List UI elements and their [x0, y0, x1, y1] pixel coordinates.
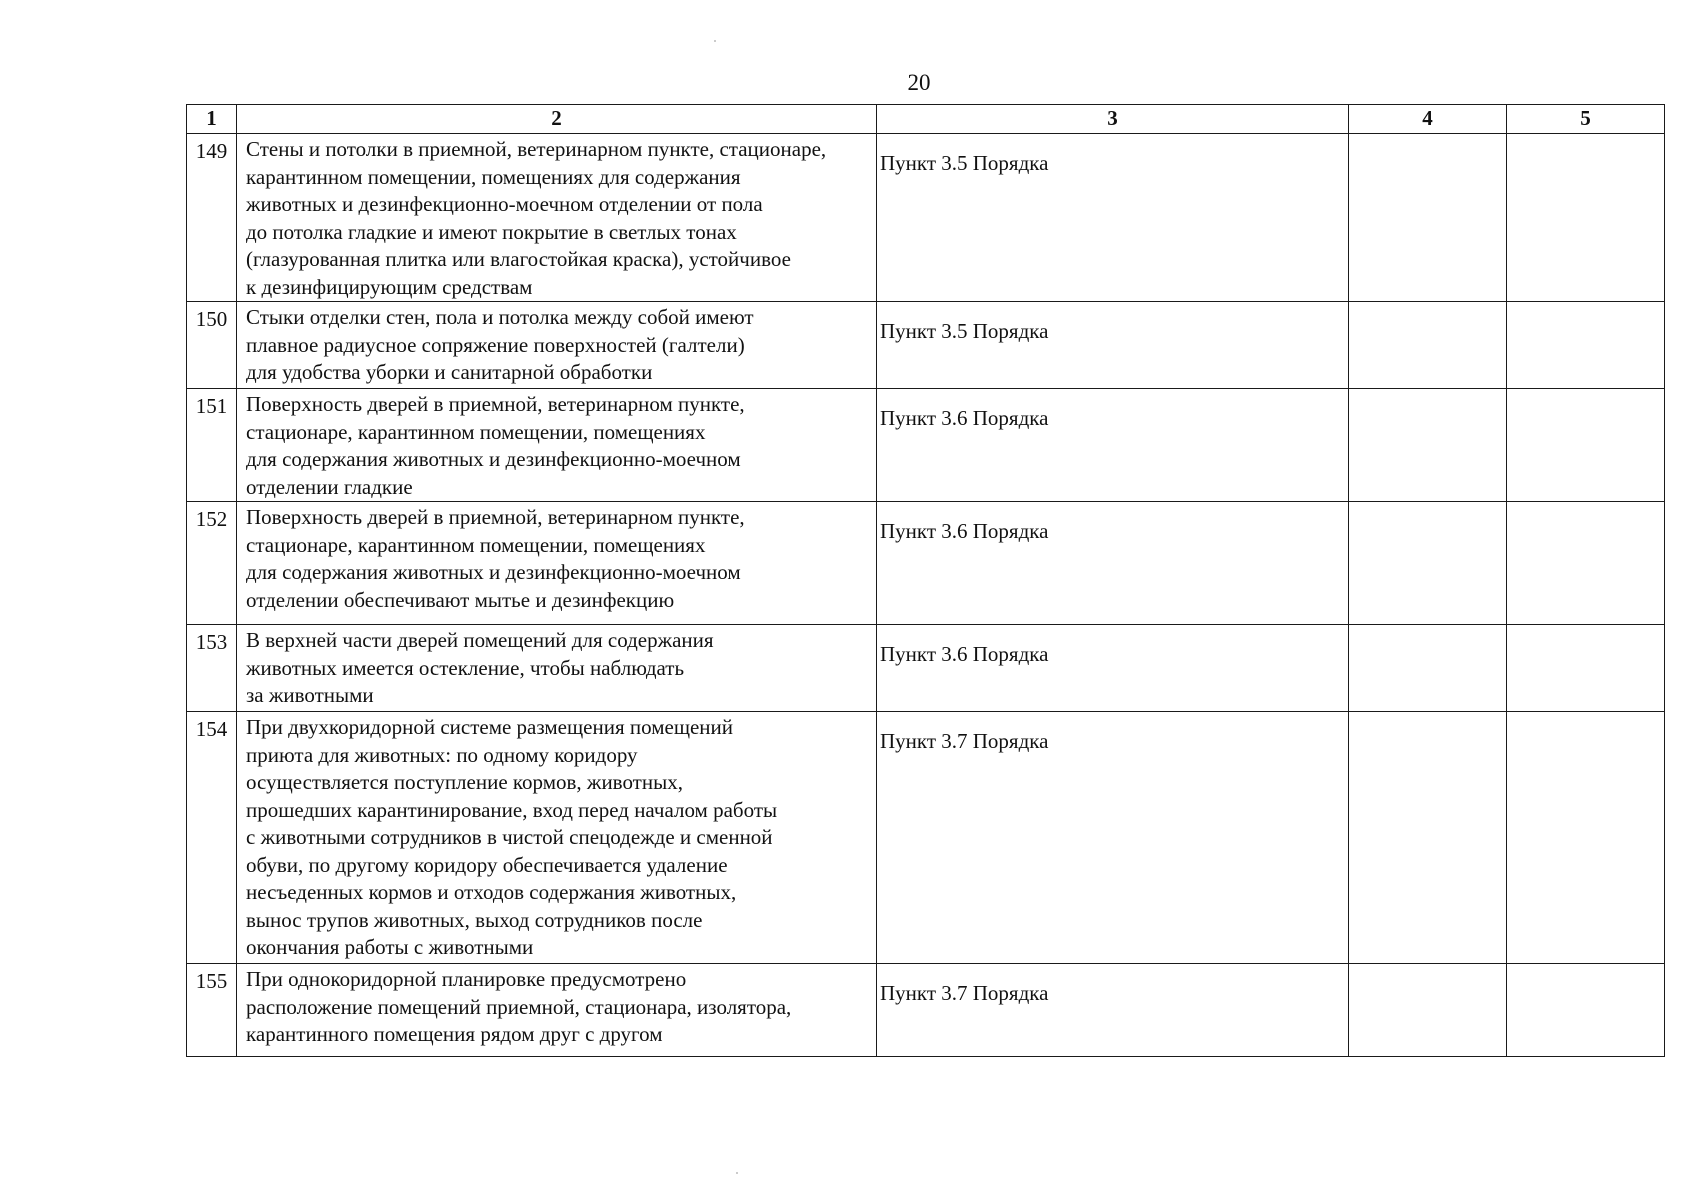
- requirement-line: расположение помещений приемной, стационара, изолятора,: [246, 994, 792, 1019]
- answer-cell-col5: [1507, 625, 1665, 712]
- row-number: 152: [187, 502, 237, 625]
- requirement-line: вынос трупов животных, выход сотрудников после: [246, 907, 703, 932]
- requirements-table: [186, 104, 1665, 1057]
- scan-speck: [714, 40, 716, 42]
- answer-cell-col5: [1507, 389, 1665, 502]
- requirement-line: несъеденных кормов и отходов содержания животных,: [246, 880, 737, 904]
- table-row: [187, 389, 1665, 502]
- requirement-line: плавное радиусное сопряжение поверхностей (галтели): [246, 332, 745, 357]
- requirement-line: (глазурованная плитка или влагостойкая краска), устойчивое: [246, 247, 791, 271]
- table-header-row: [187, 105, 1665, 134]
- requirement-line: приюта для животных: по одному коридору: [246, 742, 638, 767]
- table-row: [187, 134, 1665, 302]
- requirement-line: для содержания животных и дезинфекционно-моечном: [246, 560, 741, 584]
- table-body: [187, 134, 1665, 1057]
- legal-reference: Пункт 3.5 Порядка: [877, 134, 1349, 302]
- answer-cell-col4: [1349, 625, 1507, 712]
- requirement-line: животных имеется остекление, чтобы наблюдать: [246, 655, 685, 680]
- requirement-line: При однокоридорной планировке предусмотрено: [246, 967, 687, 991]
- answer-cell-col5: [1507, 134, 1665, 302]
- requirement-line: к дезинфицирующим средствам: [246, 274, 533, 299]
- requirement-text: [237, 134, 877, 302]
- legal-reference: Пункт 3.7 Порядка: [877, 964, 1349, 1057]
- header-col-4: 4: [1349, 105, 1507, 134]
- row-number: 153: [187, 625, 237, 712]
- requirement-text: [237, 302, 877, 389]
- legal-reference: Пункт 3.5 Порядка: [877, 302, 1349, 389]
- requirement-line: осуществляется поступление кормов, животных,: [246, 770, 683, 794]
- table-row: [187, 712, 1665, 964]
- requirement-line: стационаре, карантинном помещении, помещениях: [246, 419, 706, 444]
- answer-cell-col4: [1349, 134, 1507, 302]
- row-number: 150: [187, 302, 237, 389]
- requirement-text: [237, 389, 877, 502]
- requirement-line: Поверхность дверей в приемной, ветеринарном пункте,: [246, 505, 745, 529]
- requirement-line: животных и дезинфекционно-моечном отделении от пола: [246, 192, 763, 216]
- requirement-text: [237, 964, 877, 1057]
- answer-cell-col5: [1507, 712, 1665, 964]
- requirement-text: [237, 712, 877, 964]
- header-col-5: 5: [1507, 105, 1665, 134]
- requirement-line: отделении обеспечивают мытье и дезинфекцию: [246, 587, 675, 612]
- requirement-line: для удобства уборки и санитарной обработки: [246, 360, 653, 384]
- requirement-line: стационаре, карантинном помещении, помещениях: [246, 532, 706, 557]
- requirement-text: [237, 625, 877, 712]
- answer-cell-col5: [1507, 964, 1665, 1057]
- answer-cell-col5: [1507, 302, 1665, 389]
- scan-speck: [736, 1172, 738, 1174]
- table-row: [187, 964, 1665, 1057]
- table-row: [187, 502, 1665, 625]
- header-col-1: 1: [187, 105, 237, 134]
- answer-cell-col4: [1349, 964, 1507, 1057]
- legal-reference: Пункт 3.7 Порядка: [877, 712, 1349, 964]
- header-col-2: 2: [237, 105, 877, 134]
- answer-cell-col4: [1349, 389, 1507, 502]
- row-number: 151: [187, 389, 237, 502]
- requirement-line: за животными: [246, 683, 374, 707]
- header-col-3: 3: [877, 105, 1349, 134]
- answer-cell-col5: [1507, 502, 1665, 625]
- requirement-line: Стены и потолки в приемной, ветеринарном пункте, стационаре,: [246, 137, 827, 161]
- answer-cell-col4: [1349, 302, 1507, 389]
- requirement-line: прошедших карантинирование, вход перед началом работы: [246, 797, 778, 822]
- row-number: 154: [187, 712, 237, 964]
- requirement-line: до потолка гладкие и имеют покрытие в светлых тонах: [246, 219, 737, 244]
- legal-reference: Пункт 3.6 Порядка: [877, 625, 1349, 712]
- requirement-line: Поверхность дверей в приемной, ветеринарном пункте,: [246, 392, 745, 416]
- answer-cell-col4: [1349, 502, 1507, 625]
- requirement-line: отделении гладкие: [246, 474, 413, 499]
- requirement-line: для содержания животных и дезинфекционно-моечном: [246, 447, 741, 471]
- requirement-line: обуви, по другому коридору обеспечивается удаление: [246, 852, 728, 877]
- requirement-text: [237, 502, 877, 625]
- legal-reference: Пункт 3.6 Порядка: [877, 389, 1349, 502]
- requirement-line: с животными сотрудников в чистой спецодежде и сменной: [246, 825, 773, 849]
- requirement-line: Стыки отделки стен, пола и потолка между собой имеют: [246, 305, 754, 329]
- answer-cell-col4: [1349, 712, 1507, 964]
- requirement-line: карантинном помещении, помещениях для содержания: [246, 164, 741, 189]
- requirement-line: окончания работы с животными: [246, 935, 534, 959]
- requirement-line: При двухкоридорной системе размещения помещений: [246, 715, 734, 739]
- requirement-line: карантинного помещения рядом друг с другом: [246, 1022, 663, 1046]
- table-row: [187, 625, 1665, 712]
- table-row: [187, 302, 1665, 389]
- row-number: 149: [187, 134, 237, 302]
- legal-reference: Пункт 3.6 Порядка: [877, 502, 1349, 625]
- row-number: 155: [187, 964, 237, 1057]
- requirement-line: В верхней части дверей помещений для содержания: [246, 628, 714, 652]
- page-number: 20: [907, 70, 931, 95]
